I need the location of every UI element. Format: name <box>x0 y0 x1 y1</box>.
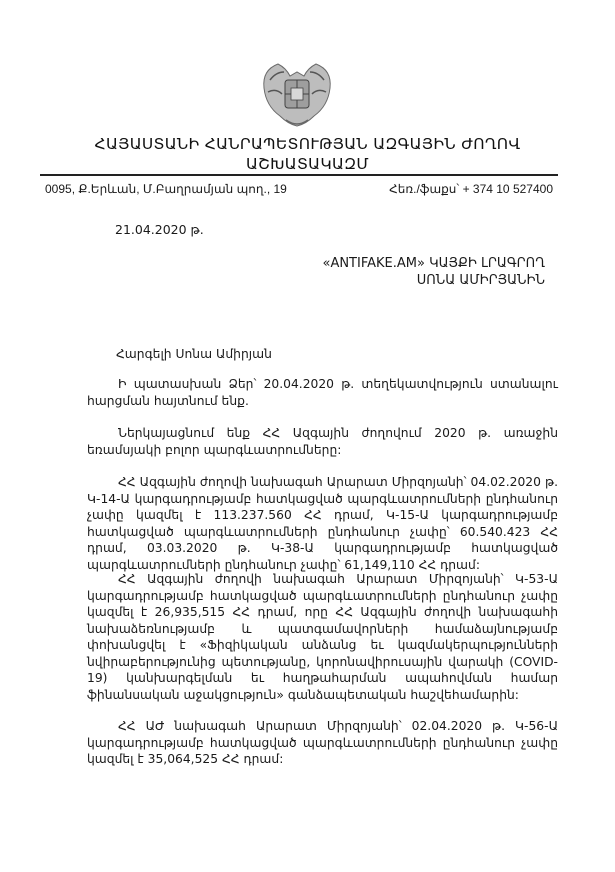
body-paragraph: Ներկայացնում ենք ՀՀ Ազգային ժողովում 2020 թ. առաջին եռամսյակի բոլոր պարգևատրումները: <box>87 426 558 457</box>
recipient-name: ՍՈՆԱ ԱՄԻՐՅԱՆԻՆ <box>416 273 545 288</box>
body-paragraph: ՀՀ Ազգային ժողովի նախագահ Արարատ Միրզոյանի՝ Կ-53-Ա կարգադրությամբ հատկացված պարգևատրումների ընդհանուր չափը կազմել է 26,935,515 ՀՀ դրամ, որը ՀՀ Ազգային ժողովի նախագահի նախաձեռնությամբ և պատգամավորների համաձայնությամբ փոխանցվել է «Ֆիզիկական անձանց եւ կազմակերպությունների նվիրաբերությունից պետությանը, կորոնավիրուսային վարակի (COVID-19) կանխարգելման եւ հաղթահարման ապահովման համար ֆինանսական աջակցություն» գանձապետական հաշվեհամարին: <box>87 572 558 702</box>
phone-fax: Հեռ./ֆաքս՝ + 374 10 527400 <box>389 182 553 196</box>
body-paragraph: ՀՀ Ազգային ժողովի նախագահ Արարատ Միրզոյանի՝ 04.02.2020 թ. Կ-14-Ա կարգադրությամբ հատկացված պարգևատրումների ընդհանուր չափը կազմել է 113.237.560 ՀՀ դրամ, Կ-15-Ա կարգադրությամբ հատկացված պարգևատրումների ընդհանուր չափը՝ 60.540.423 ՀՀ դրամ, 03.03.2020 թ. Կ-38-Ա կարգադրությամբ հատկացված պարգևատրումների ընդհանուր չափը՝ 61,149,110 ՀՀ դրամ: <box>87 475 558 572</box>
body-paragraph: Ի պատասխան Ձեր՝ 20.04.2020 թ. տեղեկատվություն ստանալու հարցման հայտնում ենք. <box>87 377 558 408</box>
letterhead-divider <box>40 174 558 176</box>
recipient-title: «ANTIFAKE.AM» ԿԱՅՔԻ ԼՐԱԳՐՈՂ <box>322 256 545 271</box>
letter-date: 21.04.2020 թ. <box>115 222 204 237</box>
body-paragraph: ՀՀ ԱԺ նախագահ Արարատ Միրզոյանի՝ 02.04.2020 թ. Կ-56-Ա կարգադրությամբ հատկացված պարգևատրումների ընդհանուր չափը կազմել է 35,064,525 ՀՀ դրամ: <box>87 719 558 766</box>
salutation: Հարգելի Սոնա Ամիրյան <box>116 347 272 361</box>
address: 0095, Ք.Երևան, Մ.Բաղրամյան պող., 19 <box>45 182 287 196</box>
coat-of-arms-seal <box>256 58 338 130</box>
organization-name: ՀԱՅԱՍՏԱՆԻ ՀԱՆՐԱՊԵՏՈՒԹՅԱՆ ԱԶԳԱՅԻՆ ԺՈՂՈՎ <box>94 135 521 153</box>
organization-department: ԱՇԽԱՏԱԿԱԶՄ <box>245 155 370 173</box>
